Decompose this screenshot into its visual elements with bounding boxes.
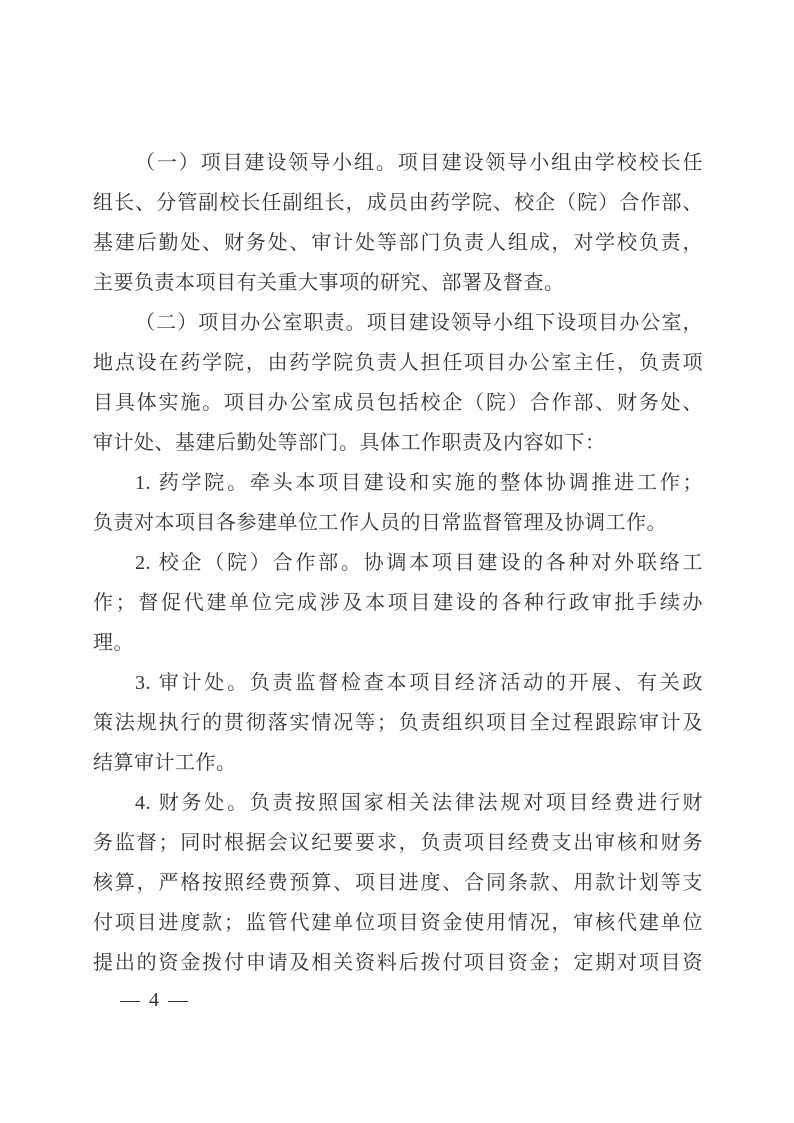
text-line: 负责对本项目各参建单位工作人员的日常监督管理及协调工作。: [93, 512, 667, 534]
text-line: 组长、分管副校长任副组长，成员由药学院、校企（院）合作部、: [93, 192, 703, 214]
text-line: 4. 财务处。负责按照国家相关法律法规对项目经费进行财: [135, 792, 703, 814]
text-line: 基建后勤处、财务处、审计处等部门负责人组成，对学校负责，: [93, 232, 703, 254]
text-line: 地点设在药学院，由药学院负责人担任项目办公室主任，负责项: [93, 352, 703, 374]
text-line: 策法规执行的贯彻落实情况等；负责组织项目全过程跟踪审计及: [93, 712, 703, 734]
paragraph-item-1: [93, 463, 703, 543]
paragraph-item-4: [93, 783, 703, 983]
page-number: — 4 —: [120, 989, 190, 1011]
text-line: （二）项目办公室职责。项目建设领导小组下设项目办公室，: [135, 312, 703, 334]
paragraph-item-3: [93, 663, 703, 783]
text-line: 3. 审计处。负责监督检查本项目经济活动的开展、有关政: [135, 672, 703, 694]
text-line: 目具体实施。项目办公室成员包括校企（院）合作部、财务处、: [93, 392, 703, 414]
text-line: 作；督促代建单位完成涉及本项目建设的各种行政审批手续办: [93, 592, 703, 614]
text-line: 提出的资金拨付申请及相关资料后拨付项目资金；定期对项目资: [93, 952, 703, 974]
text-line: 主要负责本项目有关重大事项的研究、部署及督查。: [93, 272, 565, 294]
text-line: 2. 校企（院）合作部。协调本项目建设的各种对外联络工: [135, 552, 703, 574]
paragraph-section-2: [93, 303, 703, 463]
paragraph-section-1: [93, 143, 703, 303]
text-line: 结算审计工作。: [93, 752, 237, 774]
text-line: 理。: [93, 632, 134, 654]
text-line: （一）项目建设领导小组。项目建设领导小组由学校校长任: [135, 152, 703, 174]
text-line: 核算，严格按照经费预算、项目进度、合同条款、用款计划等支: [93, 872, 703, 894]
text-line: 审计处、基建后勤处等部门。具体工作职责及内容如下：: [93, 432, 606, 454]
text-line: 务监督；同时根据会议纪要要求，负责项目经费支出审核和财务: [93, 832, 703, 854]
document-body: [93, 143, 703, 983]
text-line: 付项目进度款；监管代建单位项目资金使用情况，审核代建单位: [93, 912, 703, 934]
paragraph-item-2: [93, 543, 703, 663]
text-line: 1. 药学院。牵头本项目建设和实施的整体协调推进工作；: [135, 472, 703, 494]
